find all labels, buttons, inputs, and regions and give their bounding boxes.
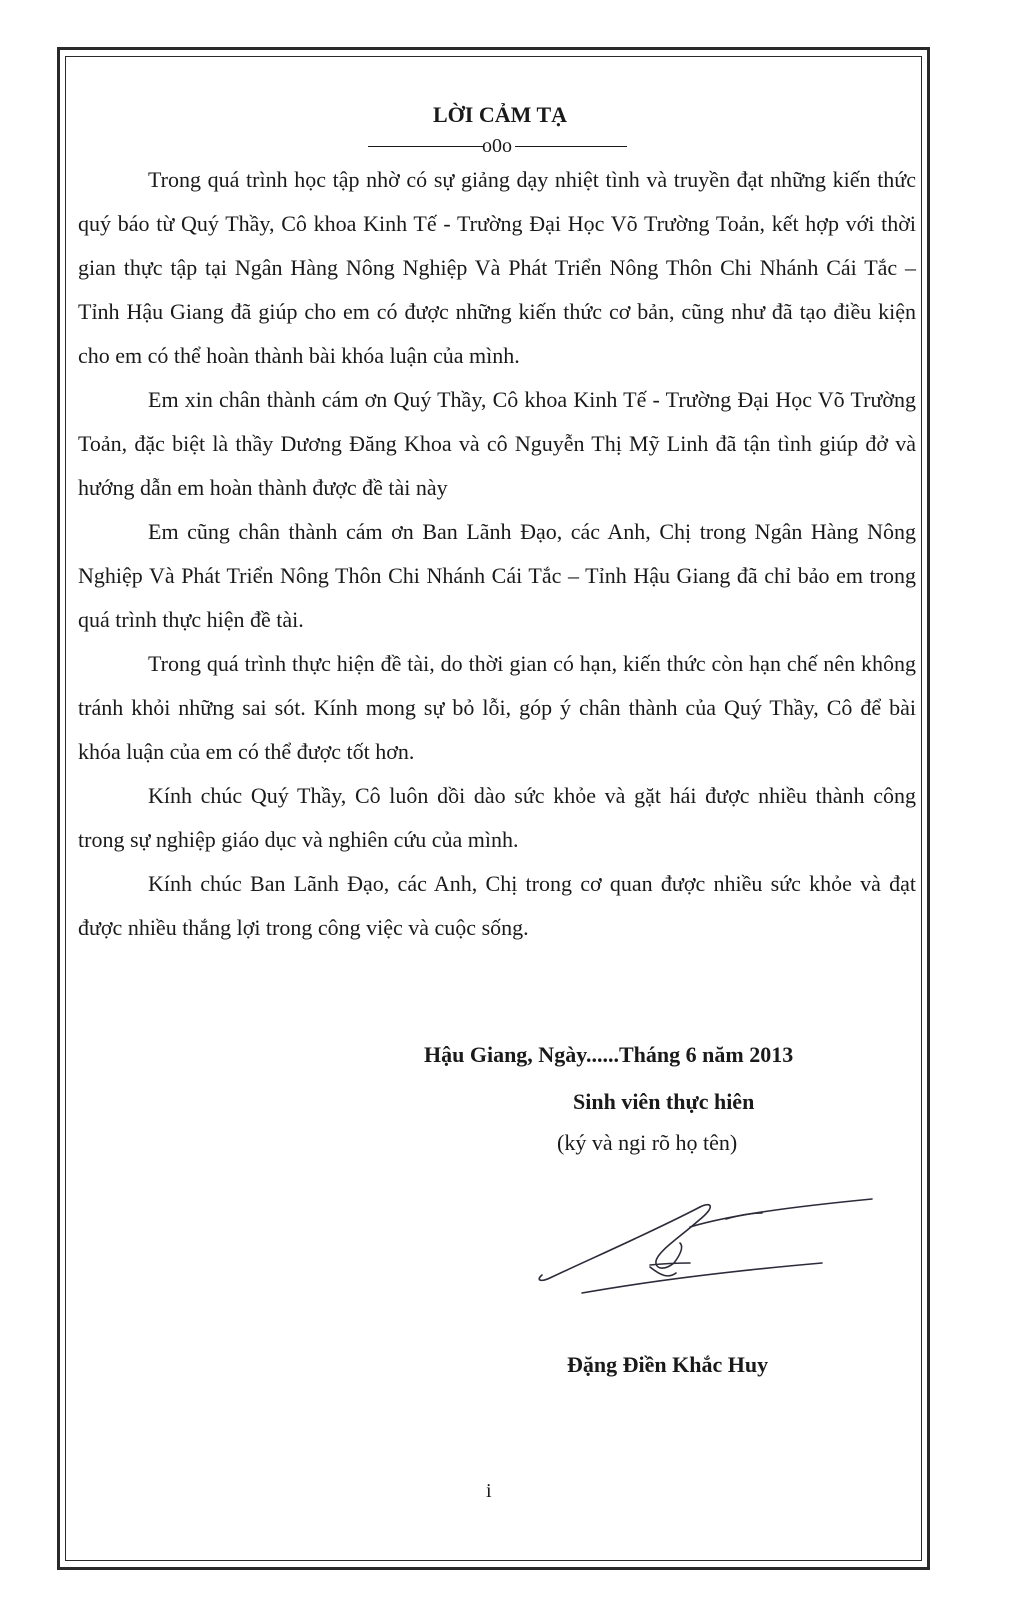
page-title: LỜI CẢM TẠ (432, 102, 568, 127)
paragraph-1: Trong quá trình học tập nhờ có sự giảng dạy nhiệt tình và truyền đạt những kiến thức quý báo từ Quý Thầy, Cô khoa Kinh Tế - Trường Đại Học Võ Trường Toản, kết hợp với thời gian thực tập tại Ngân Hàng Nông Nghiệp Và Phát Triển Nông Thôn Chi Nhánh Cái Tắc – Tỉnh Hậu Giang đã giúp cho em có được những kiến thức cơ bản, cũng như đã tạo điều kiện cho em có thể hoàn thành bài khóa luận của mình. (78, 167, 916, 368)
document-body (78, 100, 916, 950)
signer-name: Đặng Điền Khắc Huy (567, 1352, 769, 1377)
page-number: i (486, 1480, 492, 1502)
divider-mark: o0o (482, 135, 512, 157)
signer-role: Sinh viên thực hiên (573, 1089, 755, 1114)
paragraph-2: Em xin chân thành cám ơn Quý Thầy, Cô khoa Kinh Tế - Trường Đại Học Võ Trường Toản, đặc biệt là thầy Dương Đăng Khoa và cô Nguyễn Thị Mỹ Linh đã tận tình giúp đở và hướng dẫn em hoàn thành được đề tài này (78, 387, 916, 500)
place-date: Hậu Giang, Ngày......Tháng 6 năm 2013 (424, 1042, 794, 1067)
title-divider (78, 132, 916, 162)
paragraph-4: Trong quá trình thực hiện đề tài, do thời gian có hạn, kiến thức còn hạn chế nên không tránh khỏi những sai sót. Kính mong sự bỏ lỗi, góp ý chân thành của Quý Thầy, Cô để bài khóa luận của em có thể được tốt hơn. (78, 651, 916, 764)
paragraph-3: Em cũng chân thành cám ơn Ban Lãnh Đạo, các Anh, Chị trong Ngân Hàng Nông Nghiệp Và Phát Triển Nông Thôn Chi Nhánh Cái Tắc – Tỉnh Hậu Giang đã chỉ bảo em trong quá trình thực hiện đề tài. (78, 519, 916, 632)
signature-icon (530, 1185, 880, 1305)
paragraph-6: Kính chúc Ban Lãnh Đạo, các Anh, Chị trong cơ quan được nhiều sức khỏe và đạt được nhiều thắng lợi trong công việc và cuộc sống. (78, 871, 916, 940)
paragraph-5: Kính chúc Quý Thầy, Cô luôn dồi dào sức khỏe và gặt hái được nhiều thành công trong sự nghiệp giáo dục và nghiên cứu của mình. (78, 783, 916, 852)
divider-line-right (515, 146, 627, 147)
sign-note: (ký và ngi rõ họ tên) (557, 1130, 738, 1155)
divider-line-left (368, 146, 484, 147)
